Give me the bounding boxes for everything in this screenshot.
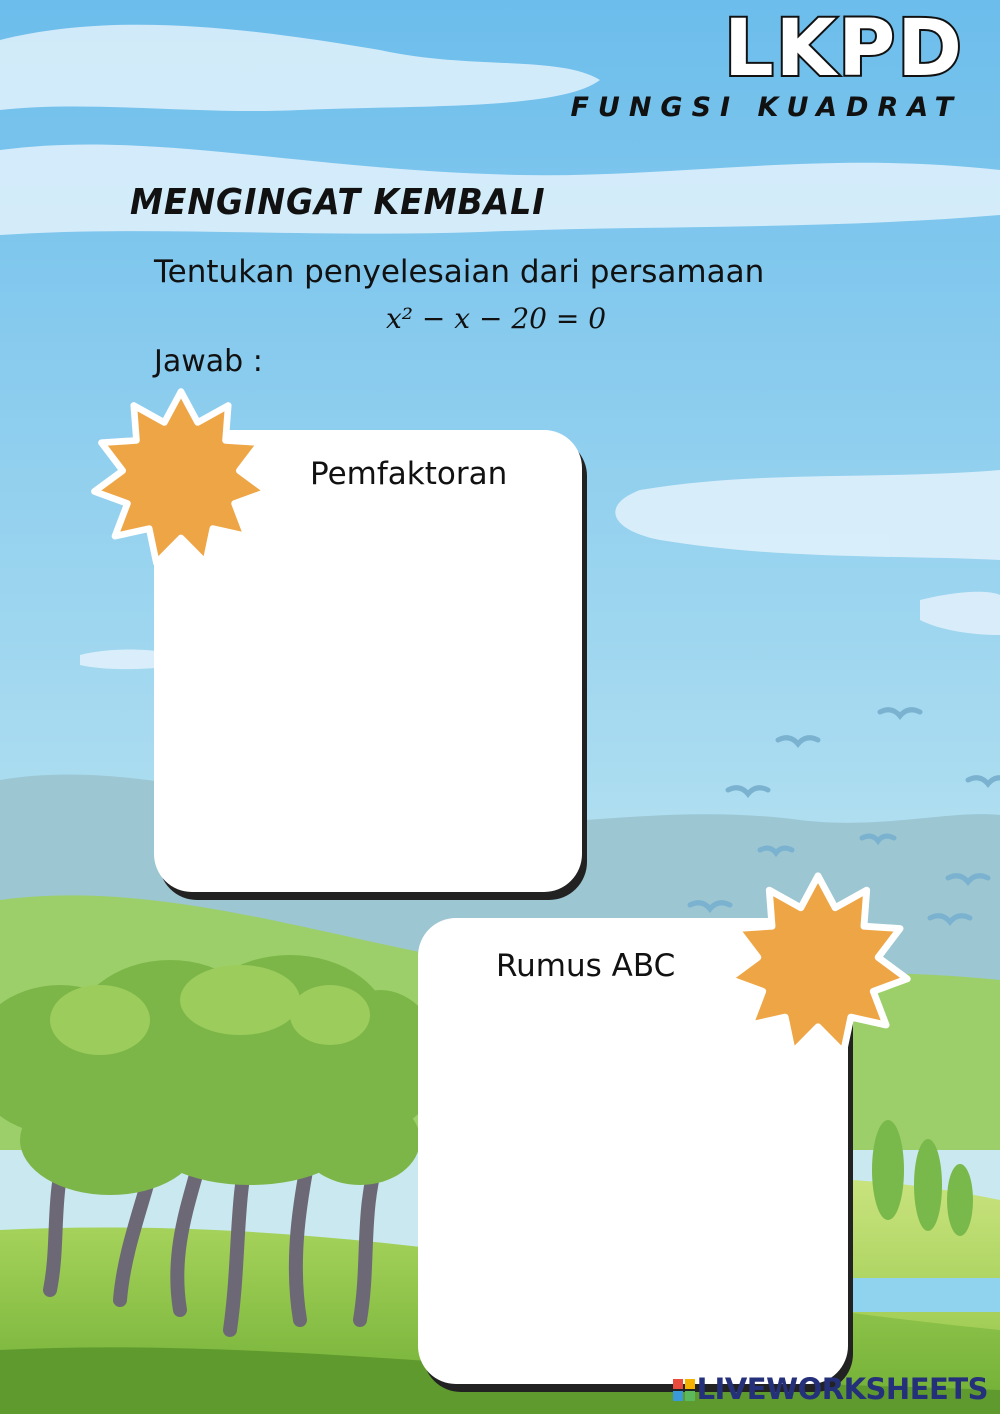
equation: x² − x − 20 = 0	[386, 302, 607, 335]
lake	[840, 1278, 1000, 1312]
liveworksheets-watermark	[673, 1372, 988, 1406]
liveworksheets-logo-icon	[673, 1379, 695, 1401]
star-badge-icon	[86, 384, 276, 574]
answer-label: Jawab :	[154, 344, 263, 379]
factoring-label: Pemfaktoran	[310, 456, 508, 492]
worksheet-subtitle: FUNGSI KUADRAT	[570, 92, 962, 123]
star-badge-icon	[720, 868, 916, 1064]
section-title: MENGINGAT KEMBALI	[130, 182, 546, 223]
abc-formula-label: Rumus ABC	[496, 948, 676, 984]
question-text: Tentukan penyelesaian dari persamaan	[154, 254, 765, 290]
watermark-text: LIVEWORKSHEETS	[696, 1372, 988, 1406]
worksheet-title: LKPD	[723, 4, 964, 94]
